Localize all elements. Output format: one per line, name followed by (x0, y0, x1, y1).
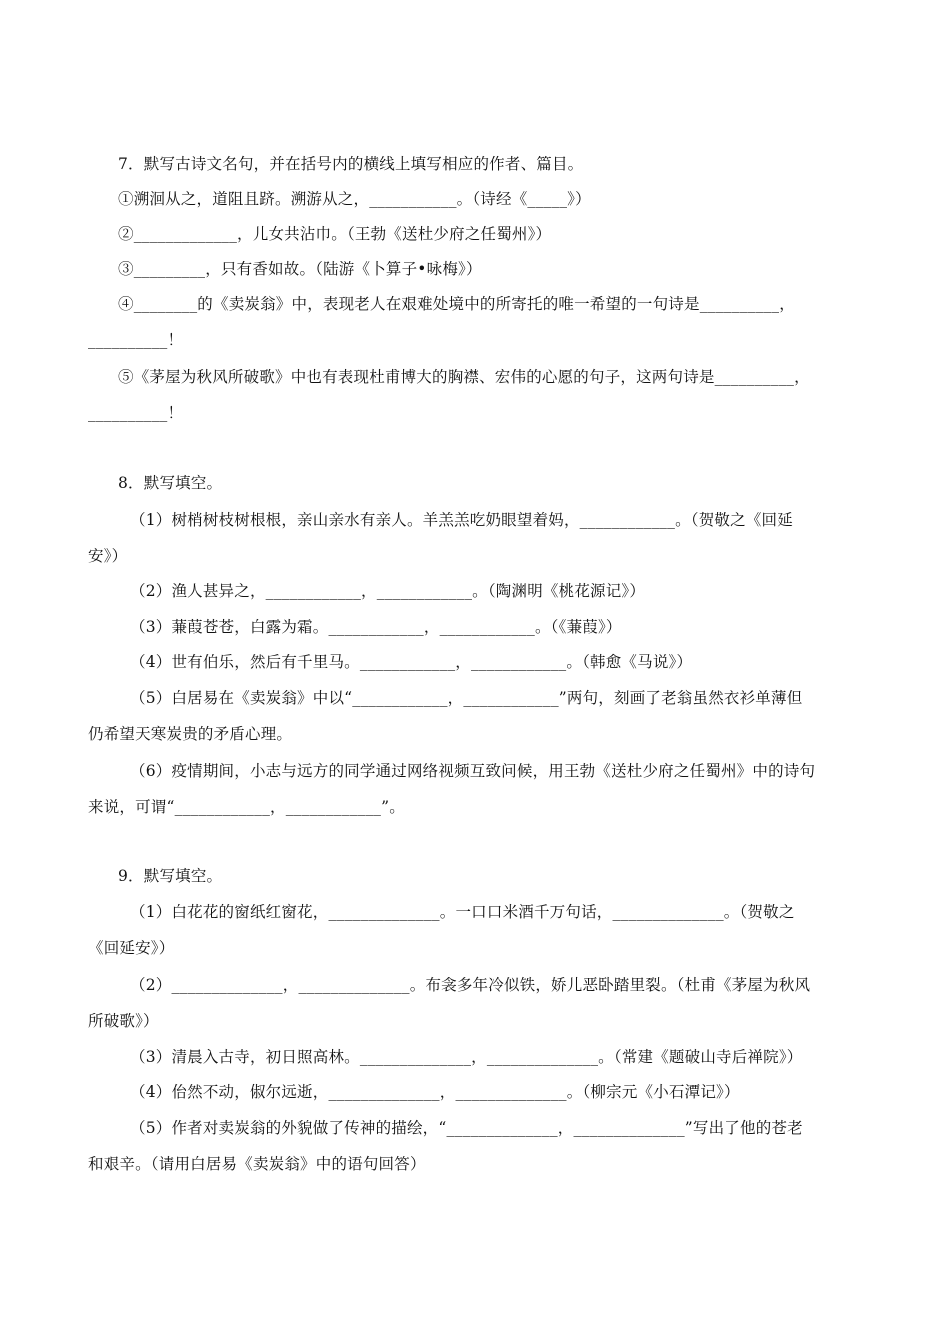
question-8-item-4: （4）世有伯乐，然后有千里马。____________，____________。（韩愈《马说》） (130, 653, 693, 671)
question-9-heading: 9．默写填空。 (118, 867, 223, 885)
question-7-line-3: ③_________，只有香如故。（陆游《卜算子•咏梅》） (118, 260, 482, 278)
question-9-item-4: （4）佁然不动，俶尔远逝，______________，______________。（柳宗元《小石潭记》） (130, 1083, 740, 1101)
question-8-item-3: （3）蒹葭苍苍，白露为霜。____________，____________。（《蒹葭》） (130, 618, 622, 636)
question-7-line-5-cont: __________！ (88, 404, 184, 422)
question-8-item-6: （6）疫情期间，小志与远方的同学通过网络视频互致问候，用王勃《送杜少府之任蜀州》中的诗句 (130, 762, 816, 780)
question-9-item-5: （5）作者对卖炭翁的外貌做了传神的描绘，“______________，______________”写出了他的苍老 (130, 1119, 803, 1137)
question-9-item-3: （3）清晨入古寺，初日照高林。______________，______________。（常建《题破山寺后禅院》） (130, 1048, 803, 1066)
question-8-item-5-cont: 仍希望天寒炭贵的矛盾心理。 (88, 725, 293, 743)
question-9-item-2-cont: 所破歌》） (88, 1012, 159, 1030)
question-9-item-5-cont: 和艰辛。（请用白居易《卖炭翁》中的语句回答） (88, 1155, 426, 1173)
question-7-line-1: ①溯洄从之，道阻且跻。溯游从之，___________。（诗经《_____》） (118, 190, 591, 208)
question-7-line-4: ④________的《卖炭翁》中，表现老人在艰难处境中的所寄托的唯一希望的一句诗是__________， (118, 295, 795, 313)
question-8-item-2: （2）渔人甚异之，____________，____________。（陶渊明《桃花源记》） (130, 582, 646, 600)
question-8-item-6-cont: 来说，可谓“____________，____________”。 (88, 798, 405, 816)
question-8-heading: 8．默写填空。 (118, 474, 223, 492)
question-9-item-1: （1）白花花的窗纸红窗花，______________。一口口米酒千万句话，______________。（贺敬之 (130, 903, 795, 921)
question-7-line-5: ⑤《茅屋为秋风所破歌》中也有表现杜甫博大的胸襟、宏伟的心愿的句子，这两句诗是__________， (118, 368, 810, 386)
question-8-item-5: （5）白居易在《卖炭翁》中以“____________，____________”两句，刻画了老翁虽然衣衫单薄但 (130, 689, 803, 707)
question-9-item-2: （2）______________，______________。布衾多年冷似铁，娇儿恶卧踏里裂。（杜甫《茅屋为秋风 (130, 976, 811, 994)
question-9-item-1-cont: 《回延安》） (88, 939, 175, 957)
question-7-line-2: ②_____________，儿女共沾巾。（王勃《送杜少府之任蜀州》） (118, 225, 552, 243)
question-8-item-1: （1）树梢树枝树根根，亲山亲水有亲人。羊羔羔吃奶眼望着妈，____________。（贺敬之《回延 (130, 511, 793, 529)
question-8-item-1-cont: 安》） (88, 547, 128, 565)
question-7-line-4-cont: __________！ (88, 331, 184, 349)
question-7-heading: 7．默写古诗文名句，并在括号内的横线上填写相应的作者、篇目。 (118, 155, 584, 173)
